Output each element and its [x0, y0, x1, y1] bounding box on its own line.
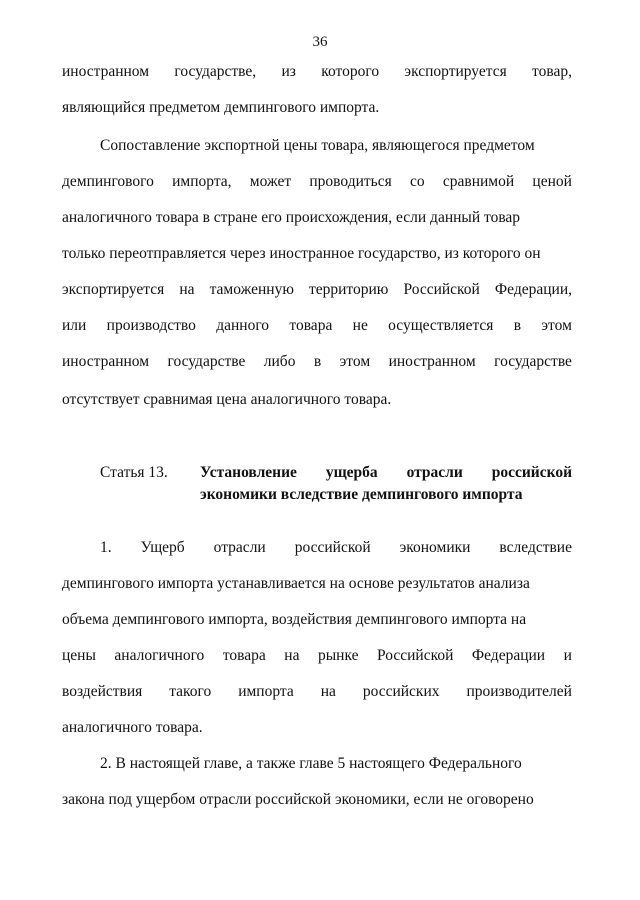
word: производство [106, 317, 196, 334]
word: производителей [466, 683, 572, 700]
text-line: являющийся предметом демпингового импорта. [62, 99, 380, 116]
word: отрасли [213, 539, 266, 556]
text-line: только переотправляется через иностранное государство, из которого он [62, 245, 541, 262]
text-line [62, 646, 572, 666]
word: товара [289, 317, 333, 334]
word: осуществляется [388, 317, 494, 334]
word: на [284, 647, 300, 664]
word: может [249, 173, 292, 190]
word: экспортируется [404, 63, 507, 80]
word: аналогичного [114, 647, 205, 664]
word: государстве, [174, 63, 257, 80]
article-title-line: экономики вследствие демпингового импорта [200, 486, 523, 503]
word: экспортируется [62, 281, 165, 298]
text-line: демпингового импорта устанавливается на основе результатов анализа [62, 575, 530, 592]
article-title-line [200, 463, 572, 483]
word: Российской [376, 647, 454, 664]
word: не [352, 317, 368, 334]
text-line [100, 538, 572, 558]
word: или [62, 317, 87, 334]
text-line: 2. В настоящей главе, а также главе 5 настоящего Федерального [100, 755, 522, 772]
word: российской [491, 464, 572, 481]
word: отрасли [406, 464, 463, 481]
text-line [62, 172, 572, 192]
word: иностранном [62, 63, 150, 80]
word: иностранном [388, 353, 476, 370]
word: российской [294, 539, 371, 556]
text-line: аналогичного товара в стране его происхождения, если данный товар [62, 209, 521, 226]
word: и [563, 647, 572, 664]
text-line [62, 316, 572, 336]
word: Федерации [471, 647, 546, 664]
text-line: отсутствует сравнимая цена аналогичного товара. [62, 391, 392, 408]
word: цены [62, 647, 96, 664]
word: ущерба [325, 464, 378, 481]
text-line [62, 280, 572, 300]
word: импорта, [172, 173, 232, 190]
word: демпингового [62, 173, 154, 190]
page-number: 36 [312, 34, 328, 50]
word: в [313, 353, 322, 370]
word: либо [263, 353, 296, 370]
word: данного [216, 317, 270, 334]
text-line: аналогичного товара. [62, 719, 203, 736]
word: импорта [238, 683, 294, 700]
word: государстве [494, 353, 572, 370]
text-line: объема демпингового импорта, воздействия демпингового импорта на [62, 611, 527, 628]
text-line [62, 62, 572, 82]
word: на [179, 281, 195, 298]
text-line: закона под ущербом отрасли российской экономики, если не оговорено [62, 791, 534, 808]
word: такого [169, 683, 212, 700]
word: сравнимой [442, 173, 515, 190]
word: со [409, 173, 425, 190]
word: Ущерб [140, 539, 185, 556]
word: Федерации, [494, 281, 572, 298]
word: которого [321, 63, 380, 80]
word: из [281, 63, 296, 80]
word: экономики [399, 539, 471, 556]
word: рынке [317, 647, 359, 664]
text-line [62, 682, 572, 702]
word: этом [339, 353, 371, 370]
word: таможенную [209, 281, 294, 298]
word: проводиться [309, 173, 392, 190]
text-line: Сопоставление экспортной цены товара, являющегося предметом [100, 137, 535, 154]
word: вследствие [499, 539, 572, 556]
text-line [62, 352, 572, 372]
article-label: Статья 13. [100, 464, 168, 481]
word: Российской [403, 281, 480, 298]
word: товар, [532, 63, 572, 80]
word: Установление [200, 464, 297, 481]
word: в [513, 317, 522, 334]
word: 1. [100, 539, 112, 556]
word: ценой [532, 173, 572, 190]
word: на [320, 683, 336, 700]
word: товара [222, 647, 266, 664]
word: иностранном [62, 353, 150, 370]
word: государстве [167, 353, 246, 370]
word: российских [362, 683, 440, 700]
word: этом [541, 317, 572, 334]
word: территорию [308, 281, 389, 298]
word: воздействия [62, 683, 143, 700]
